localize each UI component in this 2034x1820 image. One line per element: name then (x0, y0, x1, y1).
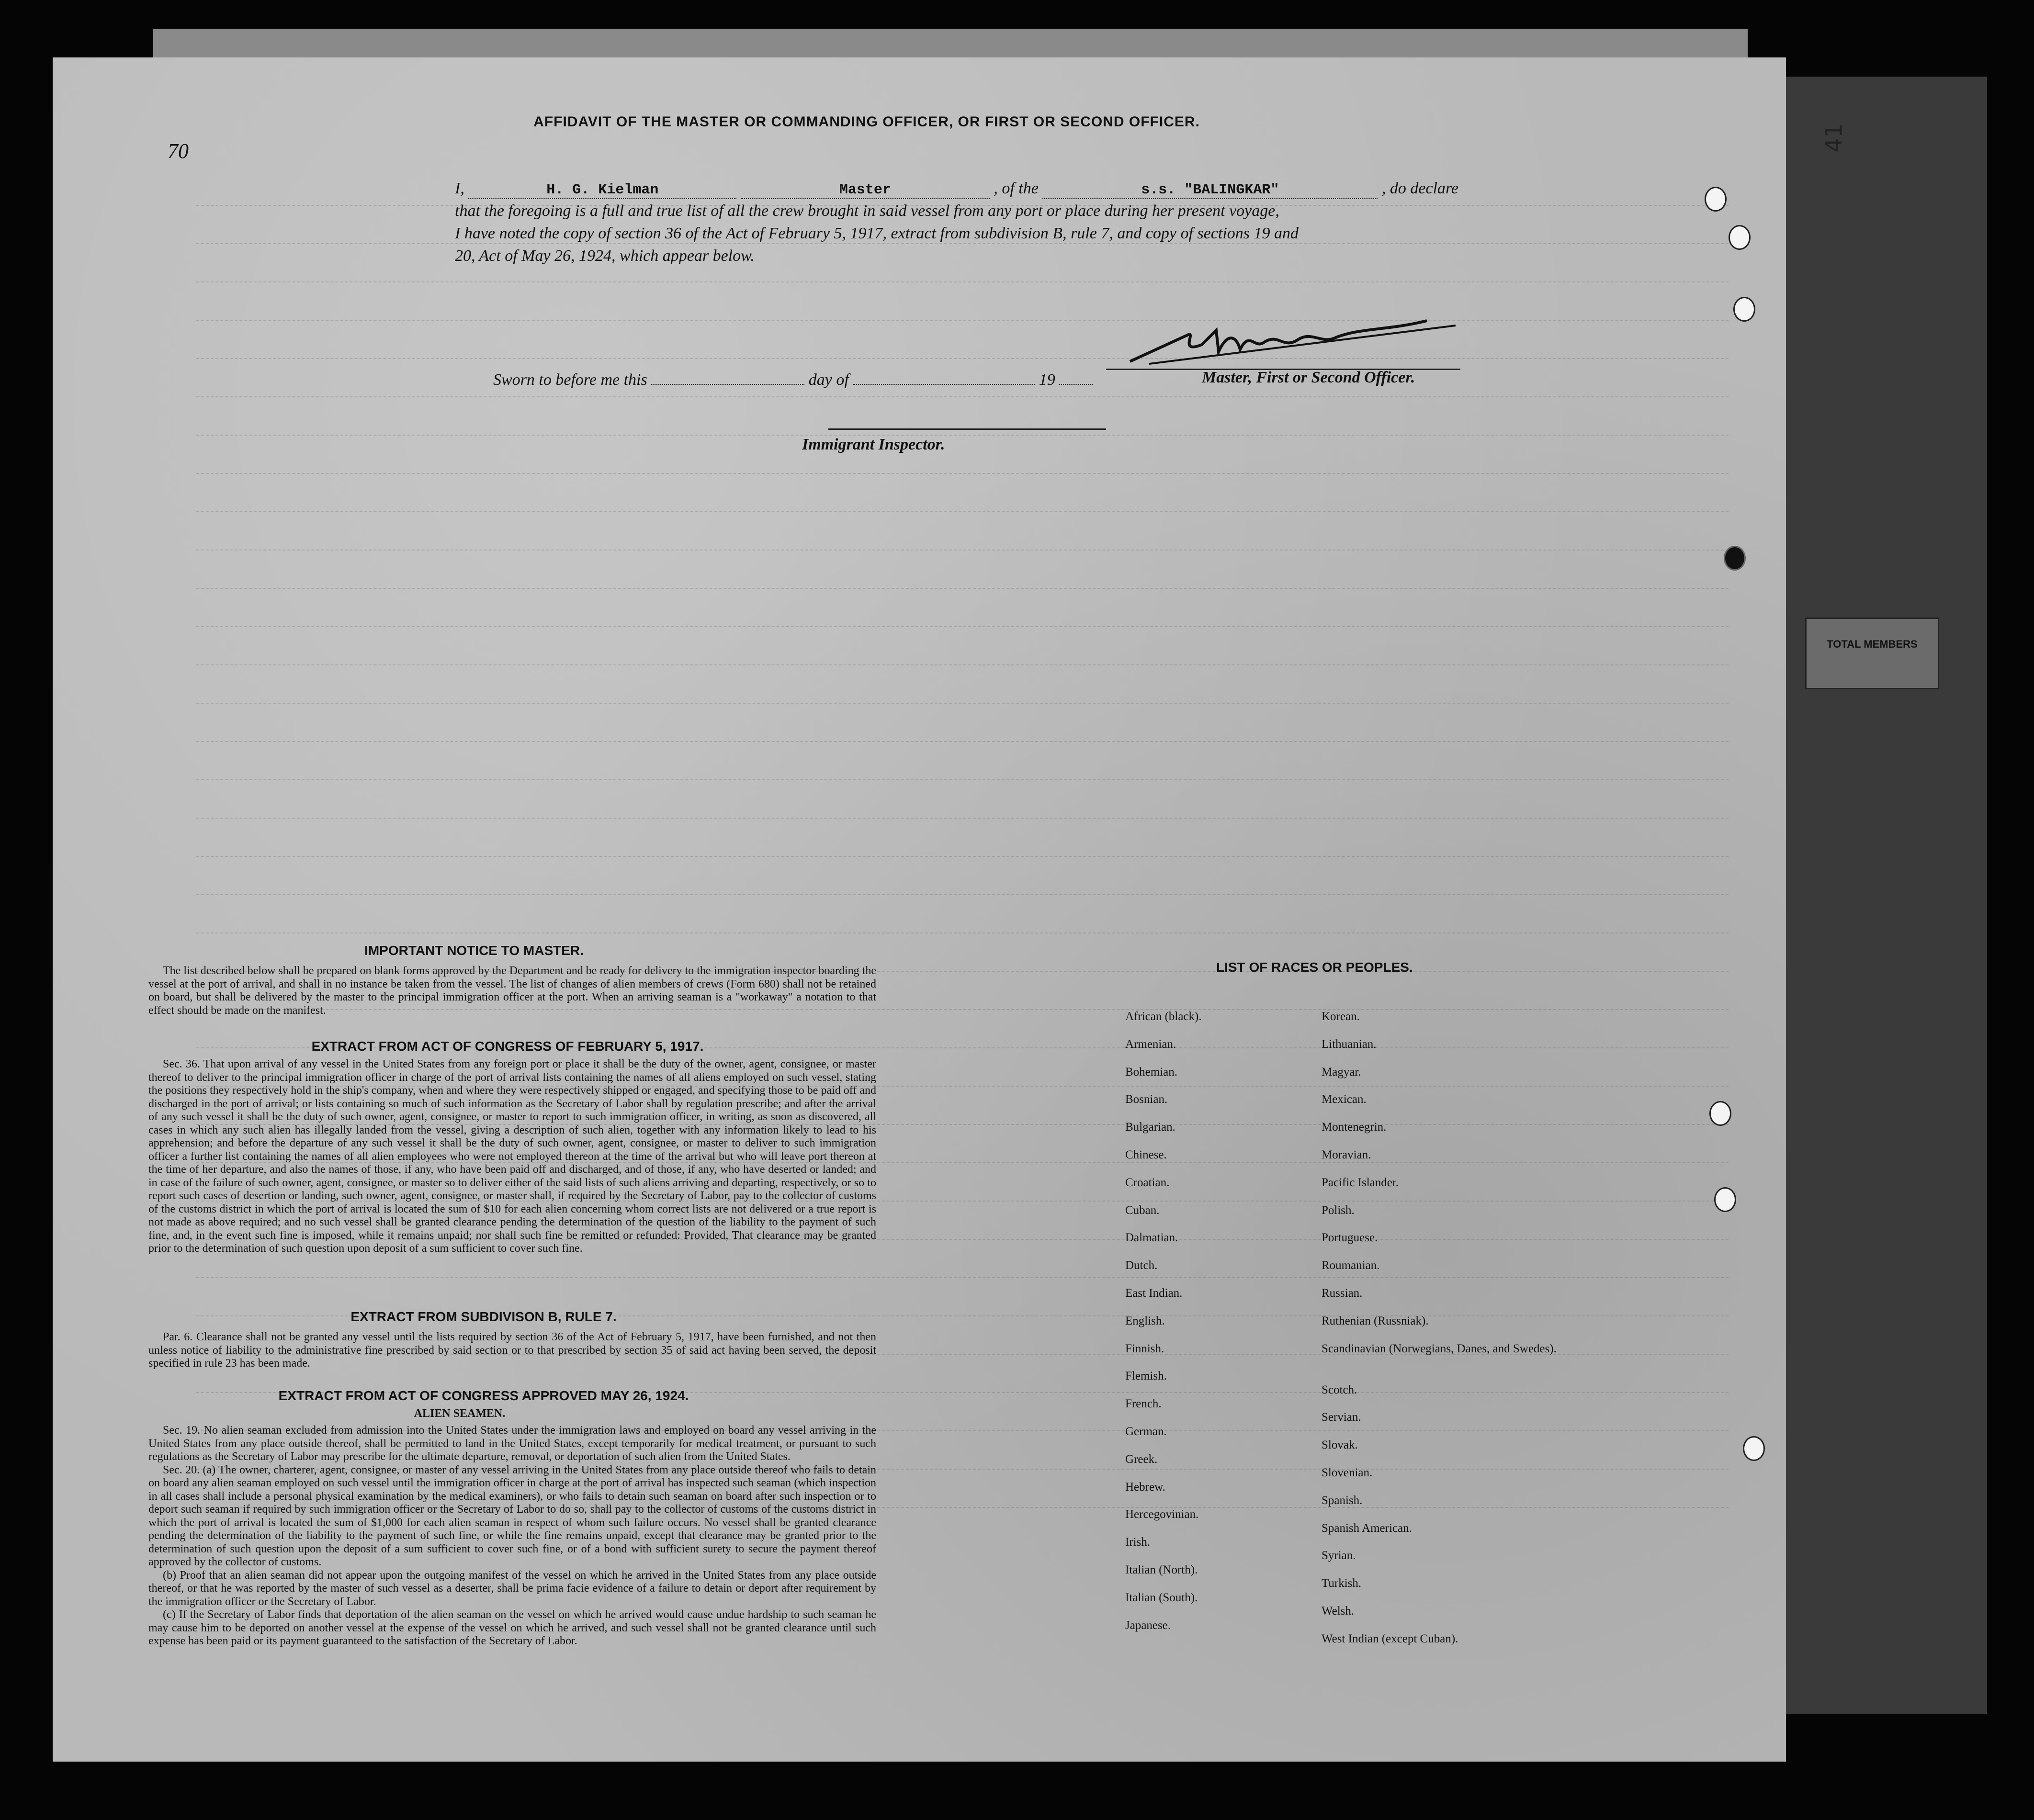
race-item: Slovenian. (1322, 1466, 1373, 1479)
alien-seamen-subtitle: ALIEN SEAMEN. (414, 1407, 506, 1420)
race-item: East Indian. (1125, 1286, 1183, 1300)
extract-1917-text: Sec. 36. That upon arrival of any vessel in the United States from any foreign port or place it shall be the duty of the owner, agent, consignee, or master thereof to deliver to the principal immigration officer in charge of the port of arrival lists containing the names of all aliens employed on such vessel, stating the positions they respectively hold in the ship's company, when and where they were respectively shipped or engaged, and specifying those to be paid off and discharged in the port of arrival; or lists containing so much of such information as the Secretary of Labor shall by regulation prescribe; and after the arrival of any such vessel it shall be the duty of such owner, agent, consignee, or master to report to such immigration officer, in writing, as soon as discovered, all cases in which any such alien has illegally landed from the vessel, giving a description of such alien, together with any information likely to lead to his apprehension; and before the departure of any such vessel it shall be the duty of such owner, agent, consignee, or master to deliver to such immigration officer a further list containing the names of all alien employees who were not employed thereon at the time of the arrival but who will leave port thereon at the time of her departure, and also the names of those, if any, who have been paid off and discharged, and of those, if any, who have deserted or landed; and in case of the failure of such owner, agent, consignee, or master so to deliver either of the said lists of such aliens arriving and departing, respectively, or so to report such cases of desertion or landing, such owner, agent, consignee, or master shall, if required by the Secretary of Labor, pay to the collector of customs of the customs district in which the port of arrival is located the sum of $10 for each alien concerning whom correct lists are not delivered or a true report is not made as above required; and no such vessel shall be granted clearance pending the determination of the question of the liability to the payment of such fine, and, in the event such fine is imposed, while it remains unpaid; nor shall such fine be remitted or refunded: Provided, That clearance may be granted prior to the determination of such question upon deposit of a sum sufficient to cover such fine. (148, 1058, 876, 1255)
race-item: Dalmatian. (1125, 1231, 1178, 1245)
race-item: Croatian. (1125, 1176, 1170, 1189)
race-item: Bosnian. (1125, 1093, 1168, 1106)
rule7-text: Par. 6. Clearance shall not be granted any vessel until the lists required by section 36 of the Act of February 5, 1917, have been furnished, and not then unless notice of liability to the administrative fine prescribed by said section or to that prescribed by section 35 of said act having been served, the deposit specified in rule 23 has been made. (148, 1331, 876, 1370)
officer-name: H. G. Kielman (468, 182, 736, 199)
punch-hole (1714, 1187, 1736, 1212)
affidavit-line-3: I have noted the copy of section 36 of the Act of February 5, 1917, extract from subdivision B, rule 7, and copy of sections 19 and (455, 225, 1299, 242)
race-item: Bulgarian. (1125, 1121, 1175, 1134)
race-item: Montenegrin. (1322, 1121, 1387, 1134)
affidavit-line-2: that the foregoing is a full and true list of all the crew brought in said vessel from any port or place during her present voyage, (455, 202, 1279, 220)
race-item: Bohemian. (1125, 1065, 1178, 1079)
punch-hole (1733, 297, 1755, 322)
race-item: Servian. (1322, 1411, 1361, 1424)
race-item: Slovak. (1322, 1438, 1358, 1452)
races-left-column (1125, 1010, 1202, 1646)
race-item: Spanish. (1322, 1494, 1363, 1507)
race-item: Dutch. (1125, 1259, 1158, 1272)
race-item: Korean. (1322, 1010, 1360, 1023)
signature-caption: Master, First or Second Officer. (1202, 369, 1415, 386)
punch-hole (1729, 225, 1751, 250)
extract-1924-text: Sec. 19. No alien seaman excluded from admission into the United States under the immigration laws and employed on board any vessel arriving in the United States from any place outside thereof, shall be permitted to land in the United States, except temporarily for medical treatment, or pursuant to such regulations as the Secretary of Labor may prescribe for the ultimate departure, removal, or deportation of such alien from the United States. Sec. 20. (a) The owner, charterer, agent, consignee, or master of any vessel arriving in the United States from any place outside thereof who fails to detain on board any alien seaman employed on such vessel until the immigration officer in charge at the port of arrival has inspected such seaman (which inspection in all cases shall include a personal physical examination by the medical examiners), or who fails to detain such seaman on board after such inspection or to deport such seaman if required by such immigration officer or the Secretary of Labor to do so, shall pay to the collector of customs of the customs district in which the port of arrival is located the sum of $1,000 for each alien seaman in respect of whom such failure occurs. No vessel shall be granted clearance pending the determination of the liability to the payment of such fine, or while the fine remains unpaid, except that clearance may be granted prior to the determination of such question upon the deposit of a sum sufficient to cover such fine, or of a bond with sufficient surety to secure the payment thereof approved by the collector of customs. (b) Proof that an alien seaman did not appear upon the outgoing manifest of the vessel on which he arrived in the United States from any place outside thereof, or that he was reported by the master of such vessel as a deserter, shall be prima facie evidence of a failure to detain or deport after requirement by the immigration officer or the Secretary of Labor. (c) If the Secretary of Labor finds that deportation of the alien seaman on the vessel on which he arrived would cause undue hardship to such seaman he may cause him to be deported on another vessel at the expense of the vessel on which he arrived, and such vessel shall not be granted clearance until such expense has been paid or its payment guaranteed to the satisfaction of the Secretary of Labor. (148, 1424, 876, 1647)
race-item: Hercegovinian. (1125, 1508, 1199, 1521)
punch-hole (1709, 1101, 1731, 1126)
race-item: Mexican. (1322, 1093, 1367, 1106)
manifest-page (53, 57, 1786, 1762)
race-item: Polish. (1322, 1203, 1355, 1217)
master-signature (1120, 316, 1465, 373)
pencil-mark: 41 (1820, 123, 1848, 153)
extract-1917-title: EXTRACT FROM ACT OF CONGRESS OF FEBRUARY 5, 1917. (311, 1039, 704, 1054)
punch-hole (1743, 1436, 1765, 1461)
race-item: West Indian (except Cuban). (1322, 1632, 1458, 1645)
rule7-title: EXTRACT FROM SUBDIVISON B, RULE 7. (350, 1309, 617, 1324)
page-number: 70 (168, 139, 189, 163)
affidavit-line-4: 20, Act of May 26, 1924, which appear below. (455, 247, 755, 265)
affidavit-line-1: I, H. G. Kielman Master , of the s.s. "BALINGKAR" , do declare (455, 180, 1459, 198)
race-item: Scandinavian (Norwegians, Danes, and Swedes). (1322, 1342, 1557, 1355)
race-item: Flemish. (1125, 1370, 1167, 1383)
race-item: Roumanian. (1322, 1259, 1380, 1272)
race-item: African (black). (1125, 1010, 1202, 1023)
race-item: Turkish. (1322, 1577, 1362, 1590)
race-item: Ruthenian (Russniak). (1322, 1314, 1429, 1327)
inspector-caption: Immigrant Inspector. (802, 436, 945, 453)
race-item: Pacific Islander. (1322, 1176, 1399, 1189)
race-item: Portuguese. (1322, 1231, 1378, 1245)
total-members-box: TOTAL MEMBERS (1805, 618, 1939, 689)
race-item: Italian (North). (1125, 1563, 1198, 1576)
race-item: Syrian. (1322, 1549, 1356, 1562)
sworn-line: Sworn to before me this day of 19 (493, 371, 1093, 389)
vessel-name: s.s. "BALINGKAR" (1042, 182, 1378, 199)
inspector-line (828, 428, 1106, 430)
race-item: Scotch. (1322, 1383, 1357, 1396)
race-item: Greek. (1125, 1452, 1158, 1466)
notice-text: The list described below shall be prepared on blank forms approved by the Department and be ready for delivery to the immigration inspector boarding the vessel at the port of arrival, and shall in no instance be taken from the vessel. The list of changes of alien members of crews (Form 680) shall not be retained on board, but shall be delivered by the master to the principal immigration officer at the port. When an arriving seaman is a "workaway" a notation to that effect should be made on the manifest. (148, 965, 876, 1017)
race-item: English. (1125, 1314, 1165, 1327)
race-item: Welsh. (1322, 1604, 1355, 1618)
punch-hole (1724, 546, 1746, 571)
race-item: French. (1125, 1397, 1162, 1411)
race-item: Finnish. (1125, 1342, 1164, 1355)
notice-title: IMPORTANT NOTICE TO MASTER. (364, 943, 584, 958)
race-item: Hebrew. (1125, 1480, 1165, 1494)
race-item: Irish. (1125, 1536, 1151, 1549)
race-item: Chinese. (1125, 1148, 1167, 1161)
race-item: Magyar. (1322, 1065, 1361, 1079)
race-item: Moravian. (1322, 1148, 1371, 1161)
officer-rank: Master (741, 182, 990, 199)
race-item: Cuban. (1125, 1203, 1160, 1217)
race-item: Italian (South). (1125, 1591, 1198, 1604)
punch-hole (1705, 187, 1727, 212)
race-item: Lithuanian. (1322, 1037, 1377, 1051)
race-item: Japanese. (1125, 1618, 1171, 1632)
extract-1924-title: EXTRACT FROM ACT OF CONGRESS APPROVED MAY 26, 1924. (278, 1388, 689, 1403)
race-item: German. (1125, 1425, 1167, 1438)
affidavit-title: AFFIDAVIT OF THE MASTER OR COMMANDING OFFICER, OR FIRST OR SECOND OFFICER. (533, 114, 1200, 130)
race-item: Armenian. (1125, 1037, 1176, 1051)
races-right-column (1322, 1010, 1571, 1660)
race-item: Russian. (1322, 1286, 1363, 1300)
races-title: LIST OF RACES OR PEOPLES. (1216, 960, 1413, 975)
race-item: Spanish American. (1322, 1521, 1412, 1535)
